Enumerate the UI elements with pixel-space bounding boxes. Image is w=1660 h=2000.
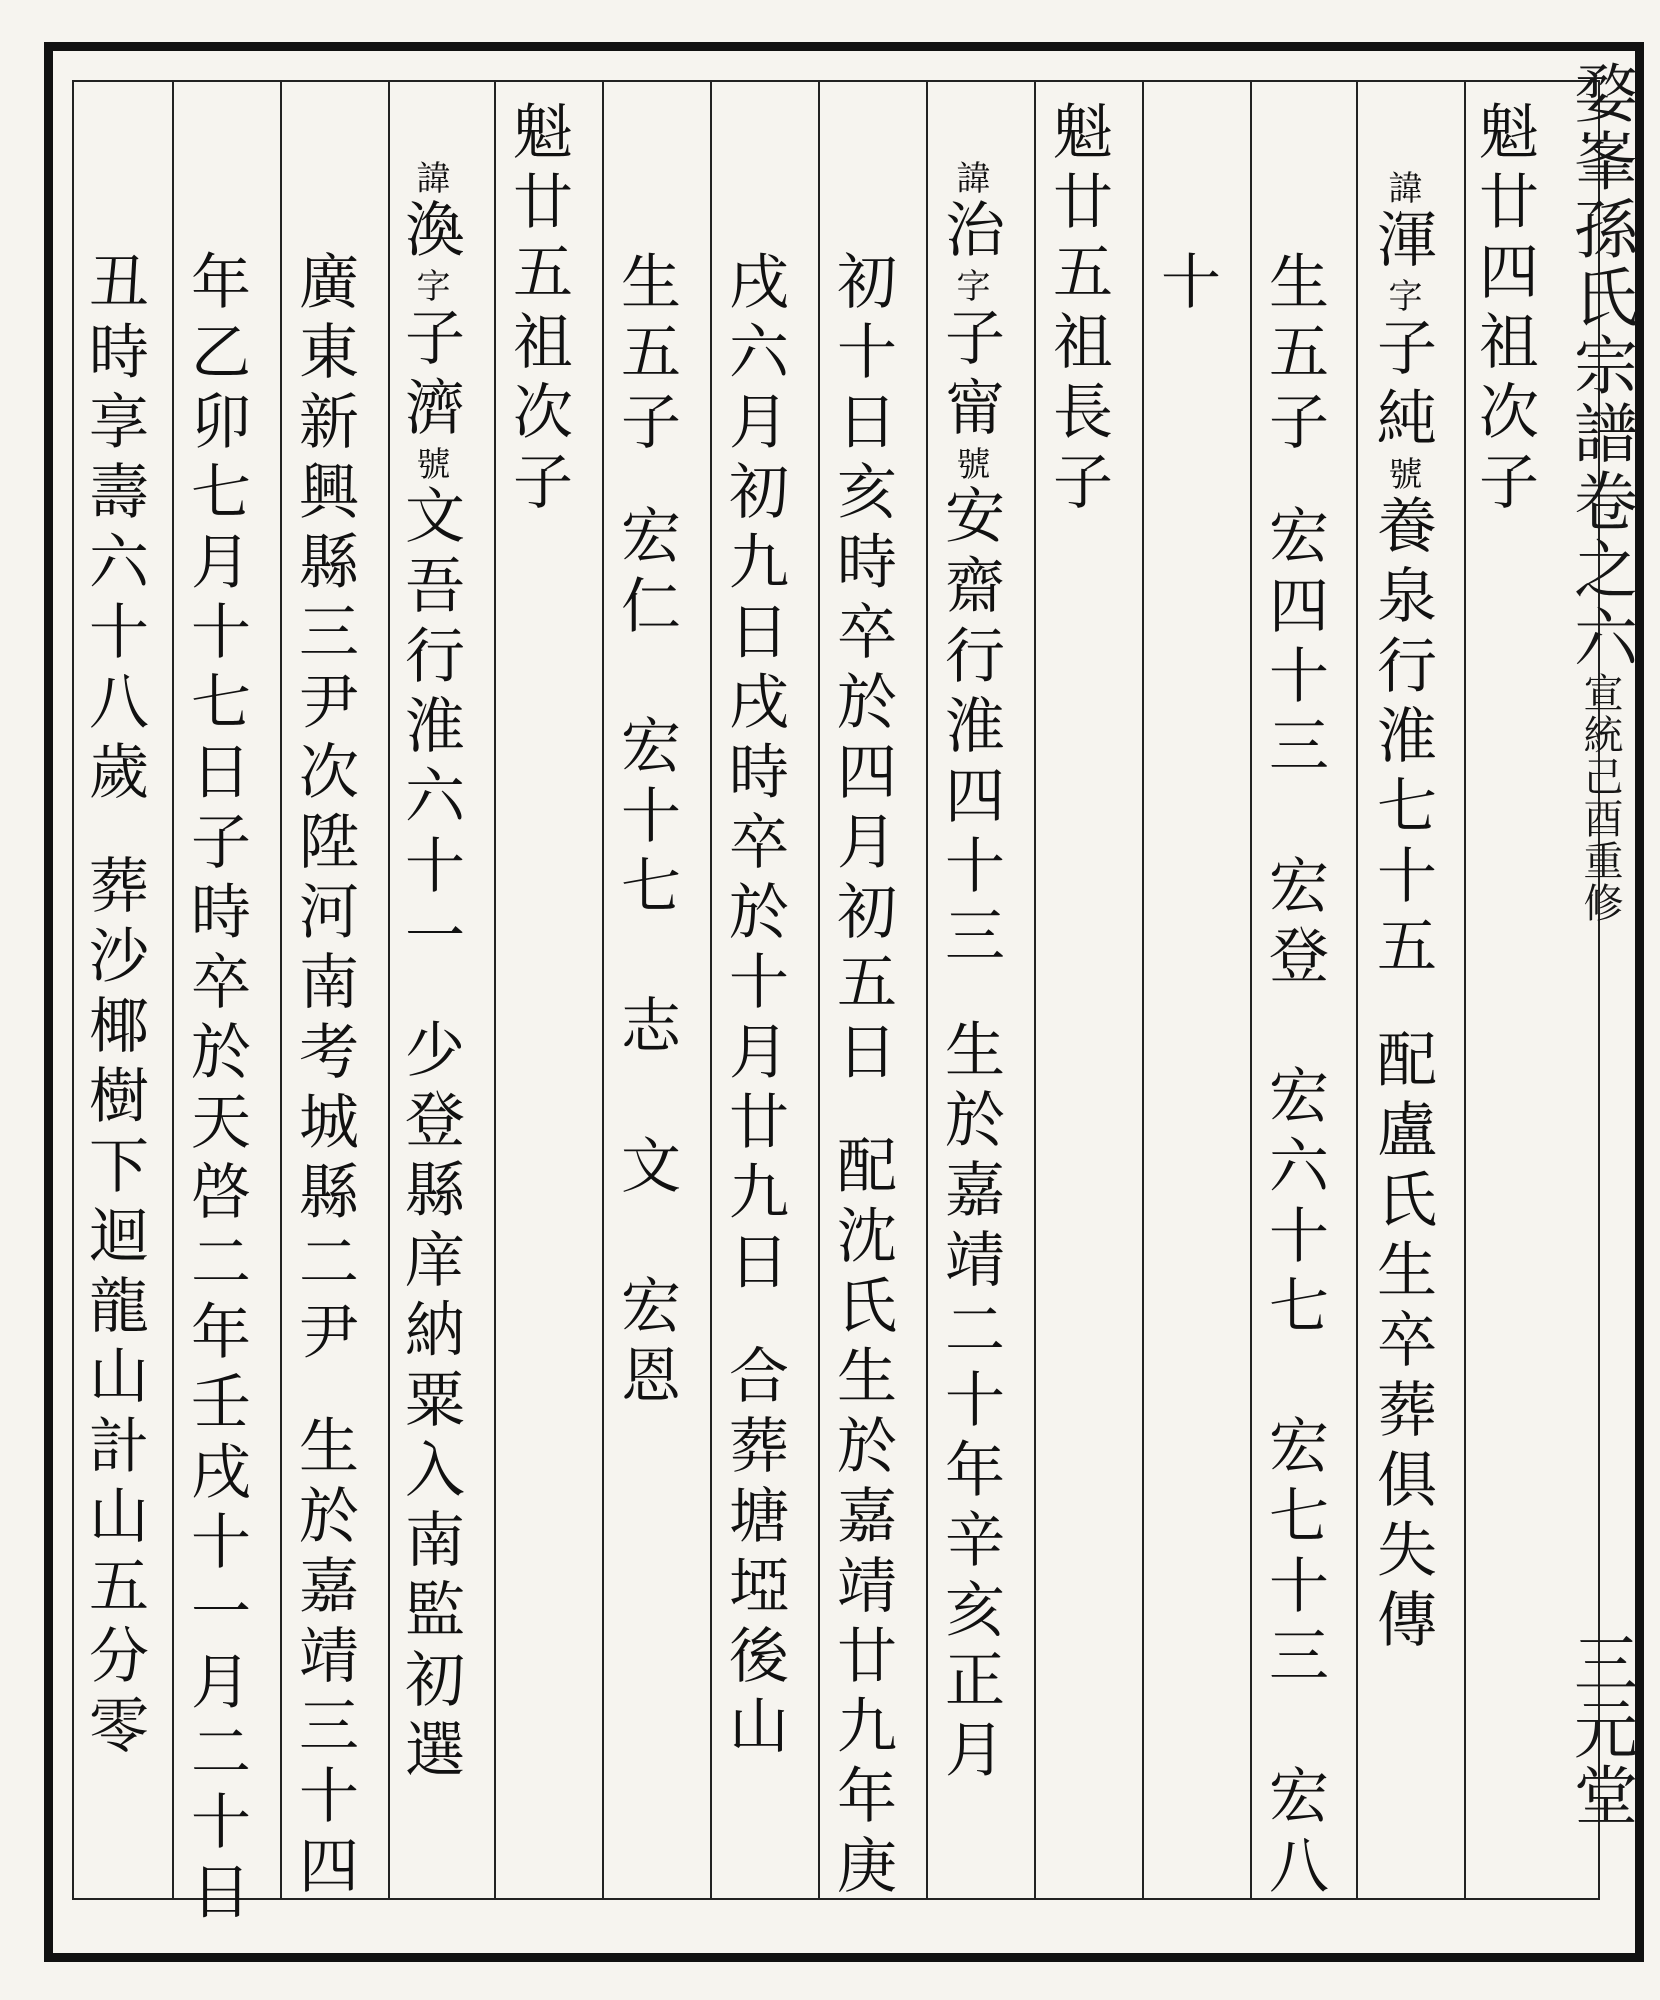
column-main-text: 魁廿五祖長子 — [1043, 100, 1113, 520]
text-column — [1151, 250, 1221, 320]
zi-marker: 字 — [950, 268, 990, 306]
column-rule — [280, 80, 282, 1900]
column-rule — [602, 80, 604, 1900]
column-rule — [1356, 80, 1358, 1900]
column-main-text: 生五子 — [611, 250, 681, 460]
text-column — [395, 160, 465, 1788]
hao-marker: 號 — [950, 446, 990, 484]
taboo-marker: 諱 — [1382, 170, 1422, 208]
column-rule — [388, 80, 390, 1900]
column-tail-text: 合葬塘埡後山 — [719, 1344, 789, 1764]
column-main-text: 魁廿五祖次子 — [503, 100, 573, 520]
text-column — [181, 250, 251, 1930]
column-main-text: 十 — [1151, 250, 1221, 320]
text-column — [611, 250, 681, 1414]
column-rule — [1464, 80, 1466, 1900]
column-tail-text: 宏仁 宏十七 志 文 宏恩 — [611, 504, 681, 1414]
text-column — [719, 250, 789, 1764]
column-main-text: 戌六月初九日戌時卒於十月廿九日 — [719, 250, 789, 1300]
courtesy-name: 子純 — [1367, 316, 1437, 456]
book-title: 婺峯孫氏宗譜 — [1563, 60, 1637, 468]
column-tail-text: 生於嘉靖三十四 — [289, 1414, 359, 1904]
column-main-text: 初十日亥時卒於四月初五日 — [827, 250, 897, 1090]
column-tail-text: 宏四十三 宏登 宏六十七 宏七十三 宏八 — [1259, 504, 1329, 1904]
hao-marker: 號 — [410, 446, 450, 484]
column-tail-text: 配沈氏生於嘉靖廿九年庚 — [827, 1134, 897, 1904]
column-rest-text: 安齋行淮四十三 — [935, 484, 1005, 974]
text-column — [1259, 250, 1329, 1904]
column-rest-text: 養泉行淮七十五 — [1367, 494, 1437, 984]
volume-label: 卷之六 — [1563, 468, 1637, 672]
given-name: 治 — [935, 198, 1005, 268]
text-column — [503, 100, 573, 520]
column-main-text: 廣東新興縣三尹次陞河南考城縣二尹 — [289, 250, 359, 1370]
text-column — [1043, 100, 1113, 520]
hao-marker: 號 — [1382, 456, 1422, 494]
column-tail-text: 少登縣庠納粟入南監初選 — [395, 1018, 465, 1788]
column-rule — [710, 80, 712, 1900]
column-rule — [494, 80, 496, 1900]
column-rule — [926, 80, 928, 1900]
book-header — [1554, 60, 1646, 924]
column-rule — [172, 80, 174, 1900]
column-main-text: 生五子 — [1259, 250, 1329, 460]
taboo-marker: 諱 — [950, 160, 990, 198]
taboo-marker: 諱 — [410, 160, 450, 198]
column-rest-text: 文吾行淮六十一 — [395, 484, 465, 974]
column-rule — [1142, 80, 1144, 1900]
text-column — [289, 250, 359, 1904]
column-rule — [1250, 80, 1252, 1900]
column-main-text: 魁廿四祖次子 — [1469, 100, 1539, 520]
text-column — [935, 160, 1005, 1788]
edition-note: 宣統己酉重修 — [1577, 672, 1623, 924]
given-name: 渾 — [1367, 208, 1437, 278]
text-column — [1367, 170, 1437, 1658]
courtesy-name: 子甯 — [935, 306, 1005, 446]
column-tail-text: 葬沙椰樹下迴龍山計山五分零 — [79, 854, 149, 1764]
text-column — [79, 250, 149, 1764]
column-main-text: 丑時享壽六十八歲 — [79, 250, 149, 810]
column-main-text: 年乙卯七月十七日子時卒於天啓二年壬戌十一月二十日 — [181, 250, 251, 1930]
given-name: 渙 — [395, 198, 465, 268]
column-rule — [1034, 80, 1036, 1900]
column-tail-text: 生於嘉靖二十年辛亥正月 — [935, 1018, 1005, 1788]
column-rule — [818, 80, 820, 1900]
courtesy-name: 子濟 — [395, 306, 465, 446]
text-column — [827, 250, 897, 1904]
page-number: 三元堂 — [1563, 1630, 1637, 1828]
text-column — [1469, 100, 1539, 520]
zi-marker: 字 — [410, 268, 450, 306]
zi-marker: 字 — [1382, 278, 1422, 316]
column-tail-text: 配盧氏生卒葬俱失傳 — [1367, 1028, 1437, 1658]
